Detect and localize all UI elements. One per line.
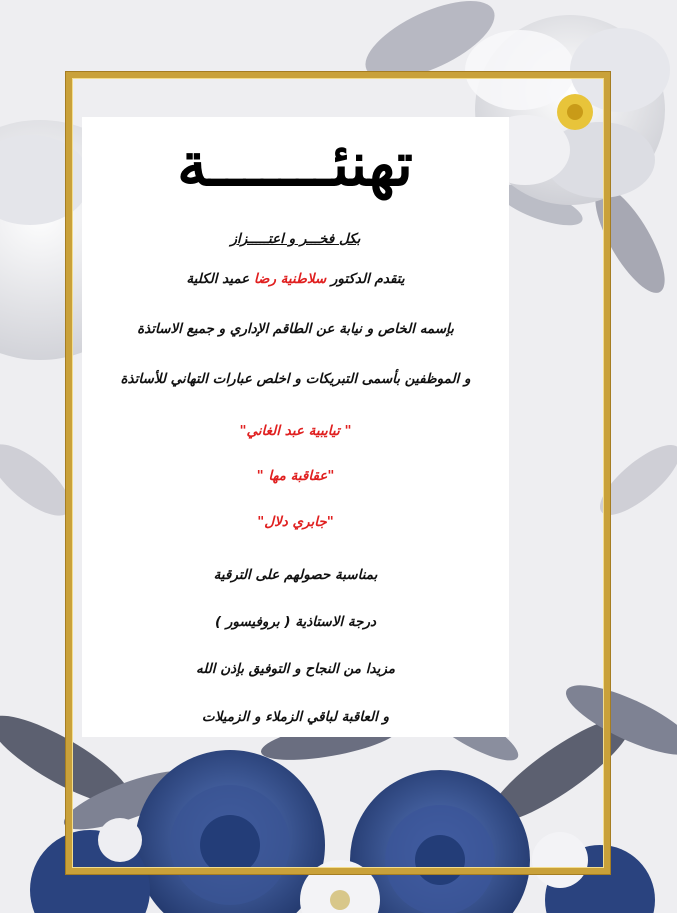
line-congratulations: و الموظفين بأسمى التبريكات و اخلص عبارات التهاني للأساتذة [120, 371, 471, 387]
line-rank: درجة الاستاذية ( بروفيسور ) [215, 614, 376, 630]
honoree-name-1: " تيايبية عبد الغاني" [239, 423, 352, 439]
line-wishes: مزيدا من النجاح و التوفيق بإذن الله [195, 661, 396, 677]
line-occasion: بمناسبة حصولهم على الترقية [213, 567, 378, 583]
announcer-prefix: يتقدم الدكتور [326, 271, 405, 287]
line-on-behalf: بإسمه الخاص و نيابة عن الطاقم الإداري و جميع الاساتذة [137, 321, 454, 337]
honoree-name-2: "عقاقبة مها " [256, 468, 335, 484]
line-closing: و العاقبة لباقي الزملاء و الزميلات [201, 709, 390, 725]
dean-name: سلاطنية رضا [253, 271, 327, 287]
page-title: تهنئـــــــة [177, 130, 413, 200]
opening-line: بكل فخـــر و اعتـــــزاز [230, 231, 361, 247]
honoree-name-3: "جابري دلال" [257, 514, 334, 530]
announcer-suffix: عميد الكلية [186, 271, 254, 287]
line-announcer [84, 271, 507, 287]
